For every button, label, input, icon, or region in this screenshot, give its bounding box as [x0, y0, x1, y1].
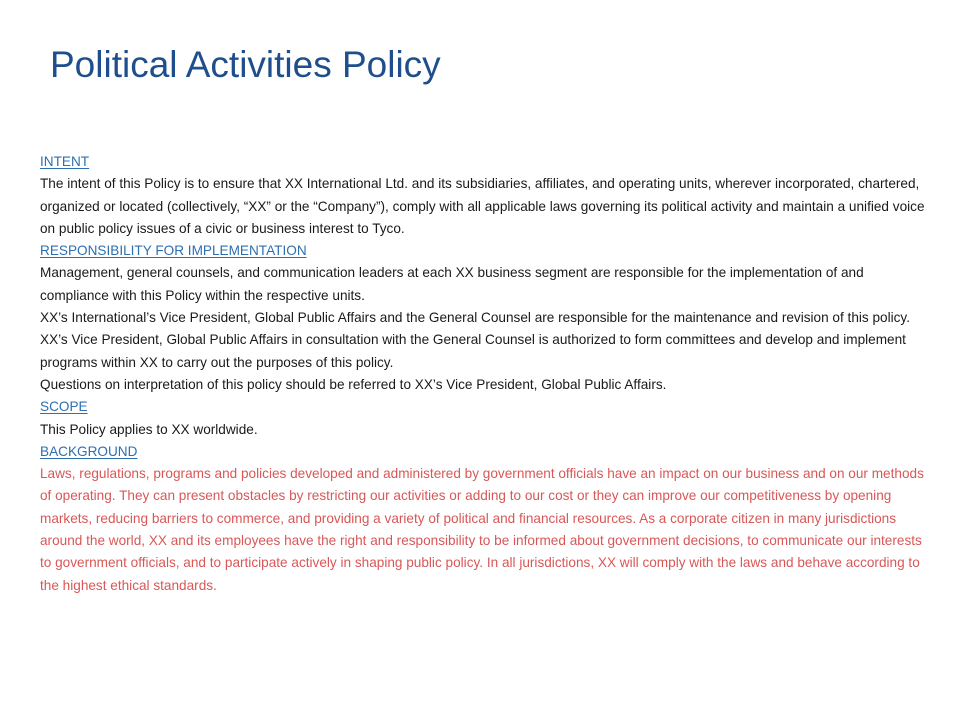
scope-paragraph: This Policy applies to XX worldwide. — [40, 421, 258, 437]
scope-heading-link[interactable]: SCOPE — [40, 399, 88, 415]
responsibility-paragraph: Management, general counsels, and communication leaders at each XX business segment are responsible for the implementation of and compliance with this Policy within the respective units. — [40, 265, 864, 303]
background-paragraph: Laws, regulations, programs and policies developed and administered by government officials have an impact on our business and on our methods of operating. They can present obstacles by restricting our activities or adding to our cost or they can improve our competitiveness by opening markets, reducing barriers to commerce, and providing a variety of political and financial resources. As a corporate citizen in many jurisdictions around the world, XX and its employees have the right and responsibility to be informed about government decisions, to communicate our interests to government officials, and to participate actively in shaping public policy. In all jurisdictions, XX will comply with the laws and behave according to the highest ethical standards. — [40, 466, 924, 593]
responsibility-paragraph: XX’s Vice President, Global Public Affairs in consultation with the General Counsel is authorized to form committees and develop and implement programs within XX to carry out the purposes of this policy. — [40, 332, 906, 370]
section-intent — [40, 151, 932, 240]
background-heading-link[interactable]: BACKGROUND — [40, 443, 138, 459]
page-title: Political Activities Policy — [50, 44, 441, 85]
responsibility-heading-link[interactable]: RESPONSIBILITY FOR IMPLEMENTATION — [40, 243, 307, 259]
section-scope — [40, 396, 932, 441]
section-responsibility — [40, 240, 932, 396]
section-background — [40, 441, 932, 597]
intent-heading-link[interactable]: INTENT — [40, 154, 90, 169]
policy-body — [40, 151, 932, 597]
intent-paragraph: The intent of this Policy is to ensure that XX International Ltd. and its subsidiaries, affiliates, and operating units, wherever incorporated, chartered, organized or located (collectively, “XX” or the “Company”), comply with all applicable laws governing its political activity and maintain a unified voice on public policy issues of a civic or business interest to Tyco. — [40, 176, 925, 236]
responsibility-paragraph: Questions on interpretation of this policy should be referred to XX’s Vice President, Global Public Affairs. — [40, 376, 667, 392]
responsibility-paragraph: XX’s International’s Vice President, Global Public Affairs and the General Counsel are responsible for the maintenance and revision of this policy. — [40, 310, 910, 326]
